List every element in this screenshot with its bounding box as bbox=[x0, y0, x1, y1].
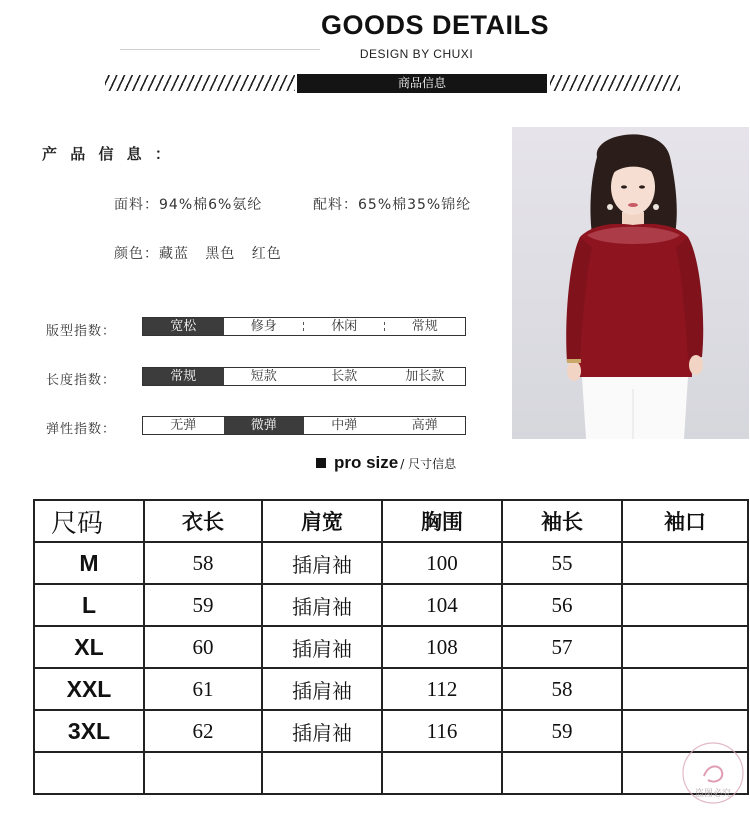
table-row bbox=[34, 752, 748, 794]
length-option: 常规 bbox=[143, 368, 224, 385]
elasticity-index-bar bbox=[142, 416, 466, 435]
elasticity-option: 微弹 bbox=[224, 417, 305, 434]
table-row bbox=[34, 584, 748, 626]
section-banner: 商品信息 bbox=[297, 74, 547, 93]
shoulder-cell: 插肩袖 bbox=[262, 626, 382, 668]
table-row bbox=[34, 668, 748, 710]
lining-info: 配料：65%棉35%锦纶 bbox=[313, 197, 472, 213]
shoulder-cell bbox=[262, 752, 382, 794]
length-cell bbox=[144, 752, 262, 794]
length-option: 加长款 bbox=[405, 369, 445, 384]
color-info: 颜色：藏蓝 黑色 红色 bbox=[114, 246, 282, 262]
elasticity-option: 无弹 bbox=[170, 418, 197, 433]
length-cell: 59 bbox=[144, 584, 262, 626]
shoulder-cell: 插肩袖 bbox=[262, 668, 382, 710]
chest-cell: 108 bbox=[382, 626, 502, 668]
cuff-cell bbox=[622, 668, 748, 710]
fit-option: 修身 bbox=[224, 318, 305, 335]
sleeve-cell: 57 bbox=[502, 626, 622, 668]
table-row bbox=[34, 542, 748, 584]
square-bullet-icon bbox=[316, 458, 326, 468]
length-option: 长款 bbox=[331, 369, 358, 384]
sleeve-cell: 56 bbox=[502, 584, 622, 626]
size-cell: 3XL bbox=[34, 710, 144, 752]
shoulder-cell: 插肩袖 bbox=[262, 542, 382, 584]
hatch-decoration-left bbox=[105, 75, 295, 91]
table-row bbox=[34, 626, 748, 668]
header-chest: 胸围 bbox=[382, 500, 502, 542]
sleeve-cell: 58 bbox=[502, 668, 622, 710]
chest-cell: 112 bbox=[382, 668, 502, 710]
size-section-title bbox=[316, 453, 456, 473]
length-option: 短款 bbox=[250, 369, 277, 384]
header-shoulder: 肩宽 bbox=[262, 500, 382, 542]
watermark-text: 盗图必究 bbox=[694, 789, 731, 799]
sleeve-cell bbox=[502, 752, 622, 794]
fit-index-bar bbox=[142, 317, 466, 336]
watermark-stamp bbox=[680, 740, 746, 806]
chest-cell bbox=[382, 752, 502, 794]
size-cell: L bbox=[34, 584, 144, 626]
page-subtitle: DESIGN BY CHUXI bbox=[359, 47, 474, 61]
size-cell: XXL bbox=[34, 668, 144, 710]
size-table bbox=[33, 499, 749, 795]
fabric-info: 面料：94%棉6%氨纶 bbox=[114, 197, 263, 213]
cuff-cell bbox=[622, 584, 748, 626]
cuff-cell bbox=[622, 626, 748, 668]
shoulder-cell: 插肩袖 bbox=[262, 584, 382, 626]
model-photo bbox=[512, 127, 749, 439]
chest-cell: 116 bbox=[382, 710, 502, 752]
elasticity-index-label: 弹性指数： bbox=[46, 422, 117, 437]
header-cuff: 袖口 bbox=[622, 500, 748, 542]
size-cell bbox=[34, 752, 144, 794]
elasticity-option: 中弹 bbox=[331, 418, 358, 433]
cuff-cell bbox=[622, 542, 748, 584]
size-title-cn: / 尺寸信息 bbox=[400, 457, 457, 471]
page-title: GOODS DETAILS bbox=[320, 10, 549, 40]
header-sleeve: 袖长 bbox=[502, 500, 622, 542]
size-table-header-row bbox=[34, 500, 748, 542]
shoulder-cell: 插肩袖 bbox=[262, 710, 382, 752]
header-size: 尺码 bbox=[34, 500, 144, 542]
fit-option: 休闲 bbox=[304, 318, 385, 335]
length-cell: 62 bbox=[144, 710, 262, 752]
table-row bbox=[34, 710, 748, 752]
fit-option: 宽松 bbox=[143, 318, 224, 335]
size-cell: M bbox=[34, 542, 144, 584]
length-cell: 58 bbox=[144, 542, 262, 584]
length-index-label: 长度指数： bbox=[46, 373, 117, 388]
chest-cell: 104 bbox=[382, 584, 502, 626]
product-info-heading: 产 品 信 息 ： bbox=[42, 145, 174, 163]
fit-option: 常规 bbox=[411, 319, 438, 334]
sleeve-cell: 59 bbox=[502, 710, 622, 752]
hatch-decoration-right bbox=[550, 75, 680, 91]
size-cell: XL bbox=[34, 626, 144, 668]
chest-cell: 100 bbox=[382, 542, 502, 584]
elasticity-option: 高弹 bbox=[411, 418, 438, 433]
length-index-bar bbox=[142, 367, 466, 386]
size-title-en: pro size bbox=[334, 453, 399, 472]
model-illustration bbox=[512, 127, 749, 439]
fit-index-label: 版型指数： bbox=[46, 324, 117, 339]
length-cell: 61 bbox=[144, 668, 262, 710]
length-cell: 60 bbox=[144, 626, 262, 668]
header-length: 衣长 bbox=[144, 500, 262, 542]
sleeve-cell: 55 bbox=[502, 542, 622, 584]
